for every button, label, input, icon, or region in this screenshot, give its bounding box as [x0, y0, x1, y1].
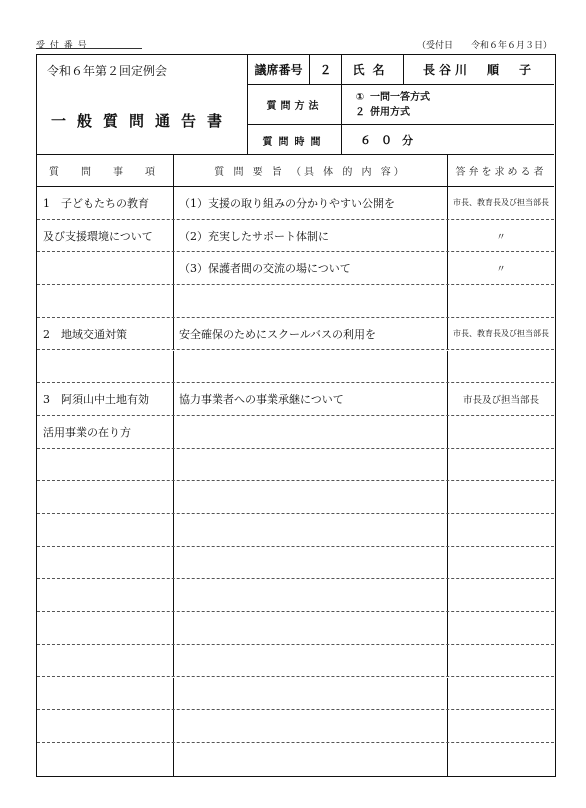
respondent-cell: 〃 [496, 264, 506, 276]
receipt-number-line [36, 48, 142, 49]
topic-cell [37, 710, 174, 742]
receipt-date: （受付日 令和６年６月３日） [416, 41, 552, 51]
respondent-cell: 〃 [496, 231, 506, 243]
respondent-cell [448, 416, 554, 448]
respondent-cell [448, 449, 554, 481]
topic-cell: 2 地域交通対策 [37, 318, 174, 350]
summary-cell [174, 547, 448, 579]
topic-cell [37, 579, 174, 611]
method-option-number: ① [355, 91, 365, 103]
respondent-cell [448, 579, 554, 611]
respondent-cell [448, 514, 554, 546]
column-header-summary: 質 問 要 旨 （具 体 的 内 容） [174, 155, 448, 187]
topic-cell [37, 449, 174, 481]
table-row [37, 318, 554, 351]
summary-cell [174, 285, 448, 317]
table-row [37, 351, 554, 384]
respondent-cell: 市長、教育長及び担当部長 [453, 329, 549, 339]
respondent-cell [448, 678, 554, 710]
table-row [37, 645, 554, 678]
method-option-text: 併用方式 [370, 106, 410, 118]
respondent-cell [448, 710, 554, 742]
summary-cell [174, 481, 448, 513]
question-method-options [342, 85, 554, 125]
table-row [37, 547, 554, 580]
topic-cell [37, 678, 174, 710]
summary-cell: 協力事業者への事業承継について [174, 383, 448, 415]
summary-cell [174, 416, 448, 448]
summary-cell [174, 351, 448, 383]
summary-cell: （3）保護者間の交流の場について [174, 252, 448, 284]
table-row [37, 481, 554, 514]
table-row [37, 514, 554, 547]
receipt-bar [36, 34, 554, 52]
summary-cell [174, 449, 448, 481]
summary-cell [174, 514, 448, 546]
notice-form [36, 54, 556, 777]
column-header-respondent: 答弁を求める者 [448, 155, 554, 187]
table-row [37, 416, 554, 449]
respondent-cell [448, 285, 554, 317]
summary-cell [174, 710, 448, 742]
question-time-label: 質問時間 [248, 125, 342, 155]
topic-cell: 活用事業の在り方 [37, 416, 174, 448]
table-row [37, 383, 554, 416]
respondent-cell [448, 547, 554, 579]
meeting-name: 令和６年第２回定例会 [37, 55, 248, 85]
table-row [37, 449, 554, 482]
summary-cell [174, 579, 448, 611]
topic-cell [37, 514, 174, 546]
respondent-cell [448, 645, 554, 677]
table-row [37, 579, 554, 612]
seat-number-value: ２ [310, 55, 342, 85]
question-method-label: 質問方法 [248, 85, 342, 125]
method-option [350, 105, 410, 120]
summary-cell [174, 743, 448, 776]
respondent-cell: 市長及び担当部長 [462, 395, 539, 407]
summary-cell: （1）支援の取り組みの分かりやすい公開を [174, 187, 448, 219]
table-row [37, 220, 554, 253]
respondent-cell [448, 743, 554, 776]
respondent-cell [448, 612, 554, 644]
topic-cell: 3 阿須山中土地有効 [37, 383, 174, 415]
table-row [37, 252, 554, 285]
summary-cell: 安全確保のためにスクールバスの利用を [174, 318, 448, 350]
topic-cell [37, 252, 174, 284]
document-title: 一般質問通告書 [37, 85, 248, 155]
topic-cell: 1 子どもたちの教育 [37, 187, 174, 219]
topic-cell [37, 481, 174, 513]
question-time-value: ６０分 [360, 134, 423, 147]
table-row [37, 710, 554, 743]
table-row [37, 187, 554, 220]
respondent-cell [448, 351, 554, 383]
question-table-body [37, 187, 554, 775]
summary-cell: （2）充実したサポート体制に [174, 220, 448, 252]
respondent-cell: 市長、教育長及び担当部長 [453, 198, 549, 208]
form-header [37, 55, 554, 155]
name-label: 氏名 [342, 55, 404, 85]
method-option-text: 一問一答方式 [370, 91, 430, 103]
summary-cell [174, 612, 448, 644]
topic-cell: 及び支援環境について [37, 220, 174, 252]
method-option [350, 90, 430, 105]
topic-cell [37, 547, 174, 579]
summary-cell [174, 678, 448, 710]
summary-cell [174, 645, 448, 677]
topic-cell [37, 743, 174, 776]
seat-number-label: 議席番号 [248, 55, 310, 85]
topic-cell [37, 351, 174, 383]
table-row [37, 285, 554, 318]
name-value: 長谷川 順 子 [404, 55, 554, 85]
table-row [37, 678, 554, 711]
topic-cell [37, 612, 174, 644]
table-row [37, 743, 554, 776]
column-header-topic: 質 問 事 項 [37, 155, 174, 187]
topic-cell [37, 285, 174, 317]
table-row [37, 612, 554, 645]
receipt-number-label: 受 付 番 号 [36, 41, 88, 51]
method-option-number: ２ [355, 106, 365, 118]
respondent-cell [448, 481, 554, 513]
topic-cell [37, 645, 174, 677]
